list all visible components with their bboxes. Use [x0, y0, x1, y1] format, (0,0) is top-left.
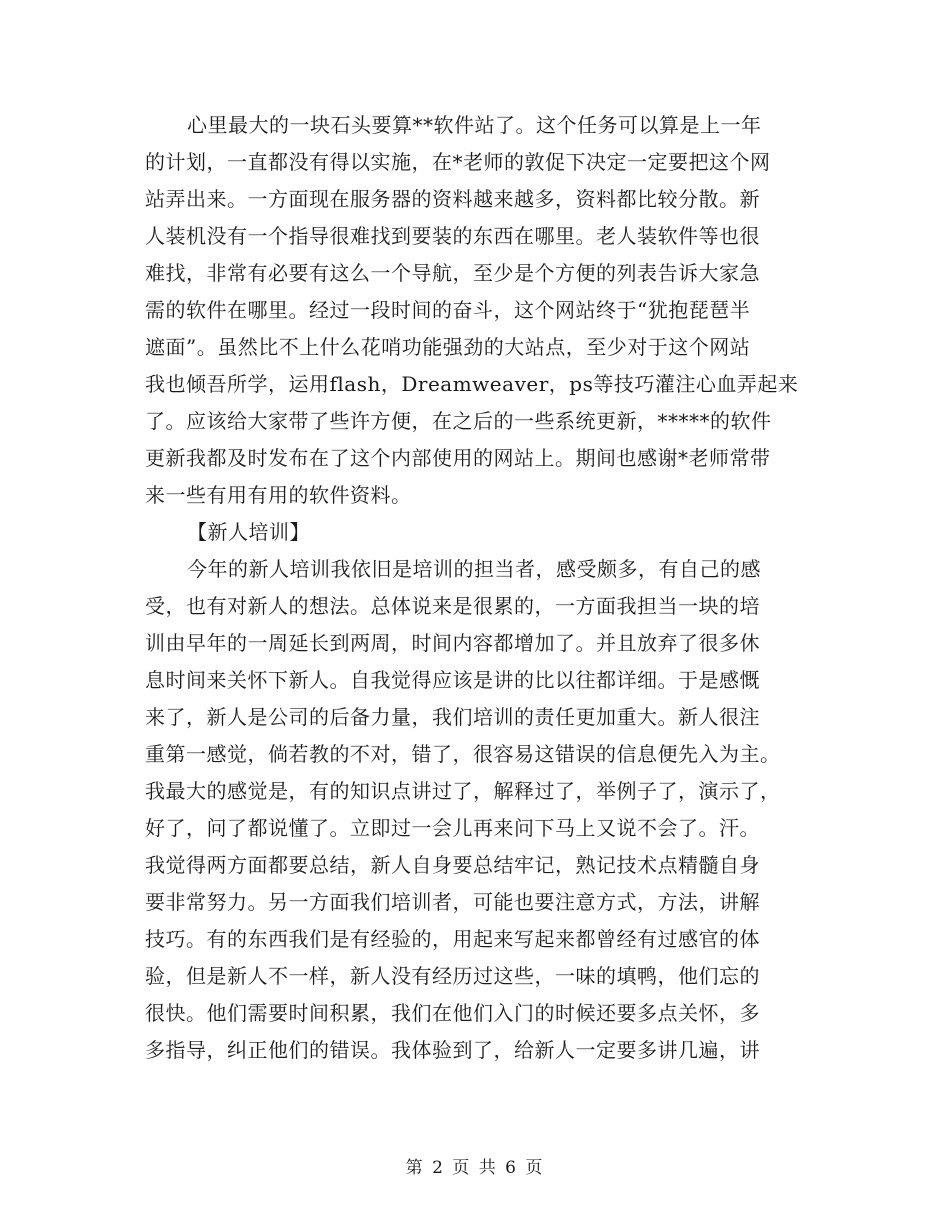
paragraph-line: 要非常努力。另一方面我们培训者，可能也要注意方式，方法，讲解	[145, 890, 760, 914]
paragraph-line: 验，但是新人不一样，新人没有经历过这些，一味的填鸭，他们忘的	[145, 964, 760, 988]
section-heading: 【新人培训】	[187, 520, 310, 544]
paragraph-line: 心里最大的一块石头要算**软件站了。这个任务可以算是上一年	[187, 113, 762, 137]
paragraph-software-site	[145, 107, 810, 514]
paragraph-line: 难找，非常有必要有这么一个导航，至少是个方便的列表告诉大家急	[145, 261, 760, 285]
paragraph-line: 需的软件在哪里。经过一段时间的奋斗，这个网站终于“犹抱琵琶半	[145, 298, 751, 322]
document-body	[145, 107, 810, 1069]
paragraph-line: 很快。他们需要时间积累，我们在他们入门的时候还要多点关怀，多	[145, 1001, 760, 1025]
paragraph-line: 人装机没有一个指导很难找到要装的东西在哪里。老人装软件等也很	[145, 224, 760, 248]
paragraph-line: 我最大的感觉是，有的知识点讲过了，解释过了，举例子了，演示了，	[145, 779, 781, 803]
paragraph-line: 受，也有对新人的想法。总体说来是很累的，一方面我担当一块的培	[145, 594, 760, 618]
page-number-footer: 第 2 页 共 6 页	[405, 1158, 545, 1178]
paragraph-line: 站弄出来。一方面现在服务器的资料越来越多，资料都比较分散。新	[145, 187, 760, 211]
paragraph-line: 技巧。有的东西我们是有经验的，用起来写起来都曾经有过感官的体	[145, 927, 760, 951]
paragraph-line: 我也倾吾所学，运用flash，Dreamweaver，ps等技巧灌注心血弄起来	[145, 372, 799, 396]
paragraph-line: 今年的新人培训我依旧是培训的担当者，感受颇多，有自己的感	[187, 557, 761, 581]
paragraph-line: 来一些有用有用的软件资料。	[145, 483, 412, 507]
paragraph-line: 多指导，纠正他们的错误。我体验到了，给新人一定要多讲几遍，讲	[145, 1038, 760, 1062]
paragraph-line: 训由早年的一周延长到两周，时间内容都增加了。并且放弃了很多休	[145, 631, 760, 655]
paragraph-line: 遮面”。虽然比不上什么花哨功能强劲的大站点，至少对于这个网站	[145, 335, 751, 359]
paragraph-line: 息时间来关怀下新人。自我觉得应该是讲的比以往都详细。于是感慨	[145, 668, 760, 692]
paragraph-line: 我觉得两方面都要总结，新人自身要总结牢记，熟记技术点精髓自身	[145, 853, 760, 877]
paragraph-line: 的计划，一直都没有得以实施，在*老师的敦促下决定一定要把这个网	[145, 150, 771, 174]
paragraph-new-hire-training	[145, 551, 810, 1069]
paragraph-line: 更新我都及时发布在了这个内部使用的网站上。期间也感谢*老师常带	[145, 446, 771, 470]
paragraph-line: 好了，问了都说懂了。立即过一会儿再来问下马上又说不会了。汗。	[145, 816, 760, 840]
paragraph-line: 来了，新人是公司的后备力量，我们培训的责任更加重大。新人很注	[145, 705, 760, 729]
paragraph-line: 重第一感觉，倘若教的不对，错了，很容易这错误的信息便先入为主。	[145, 742, 781, 766]
paragraph-line: 了。应该给大家带了些许方便，在之后的一些系统更新，*****的软件	[145, 409, 772, 433]
